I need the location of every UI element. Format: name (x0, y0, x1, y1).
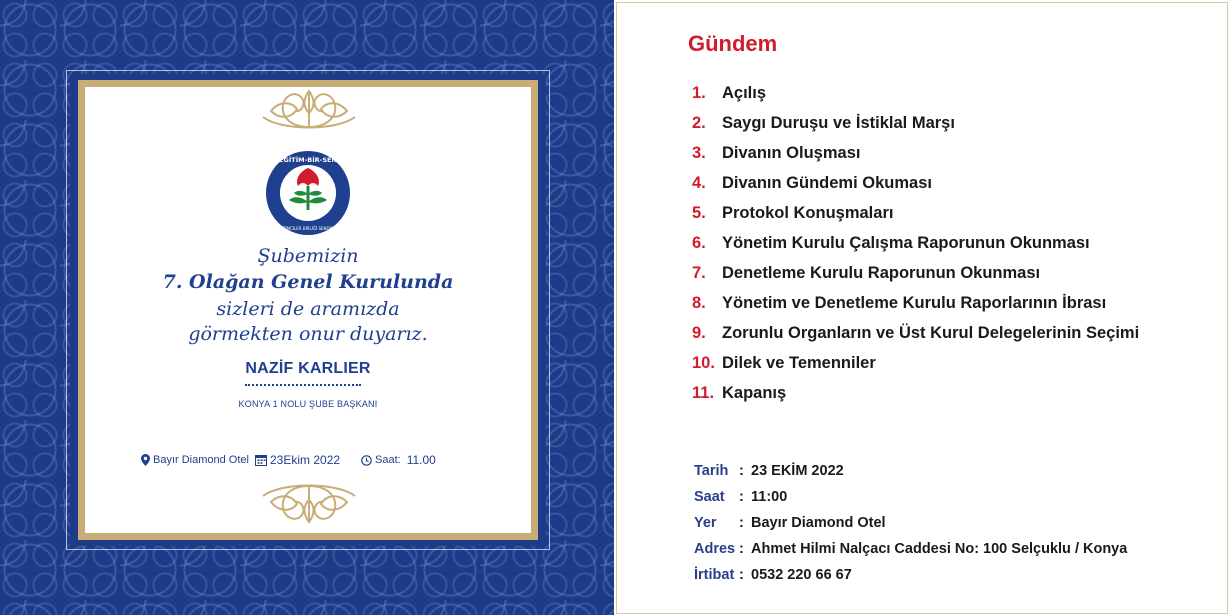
detail-label: İrtibat (694, 567, 735, 583)
ornament-top-icon (261, 87, 357, 131)
invitation-panel (0, 0, 614, 615)
detail-value: 11:00 (751, 489, 788, 505)
location-text: Bayır Diamond Otel (153, 454, 249, 466)
host-name: NAZİF KARLIER (245, 360, 371, 377)
logo-text-top: EĞİTİM-BİR-SEN (279, 156, 337, 164)
detail-colon: : (739, 541, 744, 557)
invite-line-4: görmekten onur duyarız. (188, 323, 428, 345)
agenda-item-number: 10. (692, 354, 715, 372)
date-day: 23 (270, 453, 284, 467)
egitim-bir-sen-logo (265, 150, 351, 236)
invitation-card (85, 87, 531, 533)
agenda-item-text: Saygı Duruşu ve İstiklal Marşı (722, 114, 955, 132)
detail-colon: : (739, 515, 744, 531)
agenda-item-text: Yönetim ve Denetleme Kurulu Raporlarının İbrası (722, 294, 1107, 312)
detail-colon: : (739, 489, 744, 505)
host-title: KONYA 1 NOLU ŞUBE BAŞKANI (238, 399, 378, 409)
detail-colon: : (739, 463, 744, 479)
time-value: 11.00 (406, 453, 436, 467)
detail-colon: : (739, 567, 744, 583)
detail-value: 0532 220 66 67 (751, 567, 852, 583)
dotted-divider (245, 384, 361, 386)
logo-text-bottom: EĞİTİMCİLER BİRLİĞİ SENDİKASI (276, 226, 340, 231)
location-info (141, 452, 249, 468)
detail-value: Ahmet Hilmi Nalçacı Caddesi No: 100 Selçuklu / Konya (751, 541, 1128, 557)
agenda-heading: Gündem (688, 31, 778, 56)
agenda-item-number: 11. (692, 384, 715, 402)
detail-label: Saat (694, 489, 725, 505)
agenda-item-text: Divanın Gündemi Okuması (722, 174, 932, 192)
calendar-icon (255, 454, 267, 466)
date-info (255, 452, 340, 468)
agenda-item-text: Denetleme Kurulu Raporunun Okunması (722, 264, 1041, 282)
agenda-item-text: Açılış (722, 84, 767, 102)
detail-label: Tarih (694, 463, 729, 479)
agenda-item-number: 2. (692, 114, 706, 132)
agenda-item-text: Zorunlu Organların ve Üst Kurul Delegelerinin Seçimi (722, 324, 1140, 342)
time-label: Saat: (375, 454, 401, 466)
agenda-item-number: 1. (692, 84, 706, 102)
ornament-bottom-icon (261, 482, 357, 526)
agenda-item-number: 3. (692, 144, 706, 162)
agenda-item-number: 4. (692, 174, 706, 192)
agenda-item-number: 6. (692, 234, 706, 252)
agenda-item-number: 5. (692, 204, 706, 222)
agenda-item-text: Protokol Konuşmaları (722, 204, 894, 222)
clock-icon (361, 455, 372, 466)
detail-value: 23 EKİM 2022 (751, 463, 844, 479)
agenda-item-number: 7. (692, 264, 706, 282)
invite-line-2: 7. Olağan Genel Kurulunda (162, 271, 454, 293)
agenda-item-text: Kapanış (722, 384, 787, 402)
time-info (361, 452, 436, 468)
location-pin-icon (141, 454, 150, 466)
detail-label: Adres (694, 541, 736, 557)
agenda-item-number: 8. (692, 294, 706, 312)
detail-label: Yer (694, 515, 717, 531)
date-month-year: Ekim 2022 (283, 453, 341, 467)
agenda-item-text: Dilek ve Temenniler (722, 354, 876, 372)
detail-value: Bayır Diamond Otel (751, 515, 886, 531)
agenda-item-text: Yönetim Kurulu Çalışma Raporunun Okunması (722, 234, 1090, 252)
agenda-item-text: Divanın Oluşması (722, 144, 861, 162)
invite-line-1: Şubemizin (257, 245, 359, 267)
invite-line-3: sizleri de aramızda (216, 298, 400, 320)
agenda-item-number: 9. (692, 324, 706, 342)
agenda-panel (616, 2, 1228, 614)
